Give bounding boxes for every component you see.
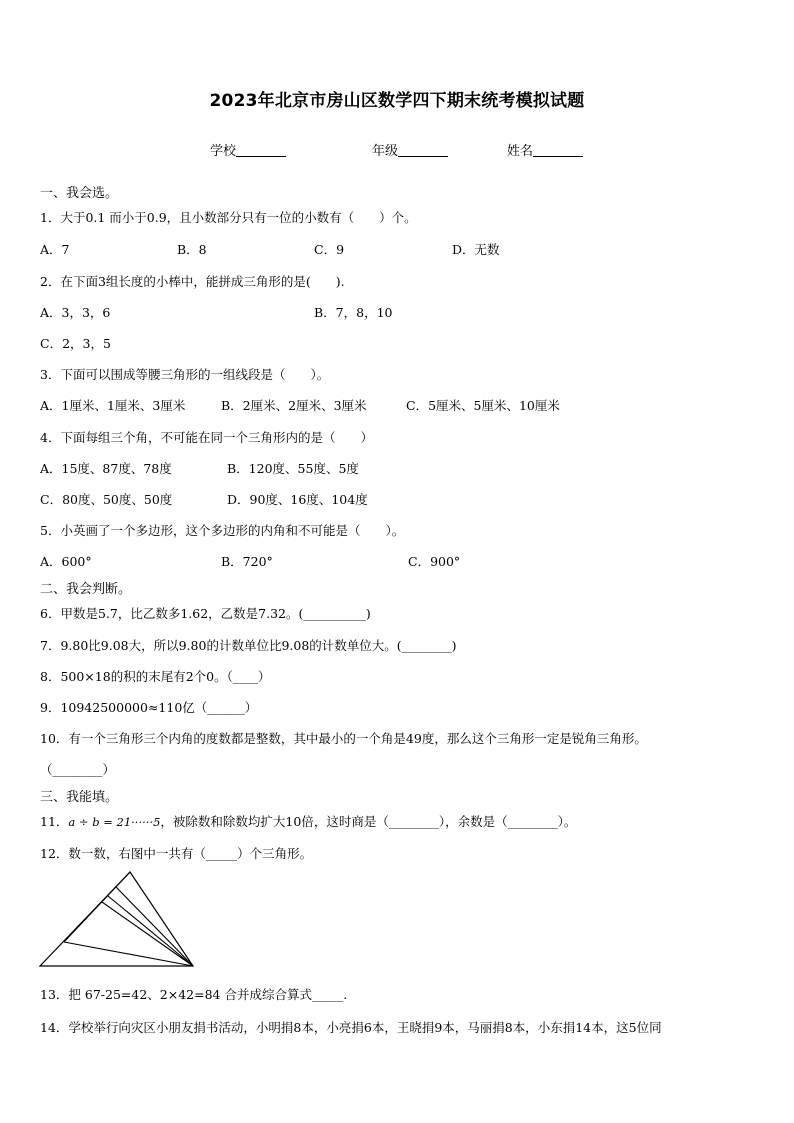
school-blank[interactable] — [236, 143, 286, 157]
q8-text: 8．500×18的积的末尾有2个0。（____） — [40, 669, 271, 684]
triangle-figure — [38, 870, 198, 970]
q1-option-c[interactable]: C．9 — [314, 242, 345, 257]
q10-text-line2: （________） — [40, 762, 116, 777]
q3-stem: 3．下面可以围成等腰三角形的一组线段是（ ）。 — [40, 367, 330, 382]
q4-stem: 4．下面每组三个角，不可能在同一个三角形内的是（ ） — [40, 430, 373, 445]
q5-option-b[interactable]: B．720° — [221, 554, 273, 569]
q2-option-a[interactable]: A．3，3，6 — [40, 305, 111, 320]
q13-text: 13．把 67-25=42、2×42=84 合并成综合算式_____. — [40, 987, 348, 1002]
section-3-heading: 三、我能填。 — [40, 790, 119, 805]
q4-option-c[interactable]: C．80度、50度、50度 — [40, 492, 173, 507]
q3-option-b[interactable]: B．2厘米、2厘米、3厘米 — [221, 398, 367, 413]
school-label: 学校 — [210, 144, 237, 159]
grade-label: 年级 — [372, 144, 399, 159]
q9-text: 9．10942500000≈110亿（______） — [40, 700, 258, 715]
q11-number: 11． — [40, 814, 69, 829]
grade-field — [372, 140, 448, 159]
q2-option-c[interactable]: C．2，3，5 — [40, 336, 111, 351]
q2-stem: 2．在下面3组长度的小棒中，能拼成三角形的是( ). — [40, 274, 345, 289]
name-label: 姓名 — [507, 144, 534, 159]
q14-text: 14．学校举行向灾区小朋友捐书活动，小明捐8本，小亮捐6本，王晓捐9本，马丽捐8本，小东捐14本，这5位同 — [40, 1020, 662, 1035]
q3-option-c[interactable]: C．5厘米、5厘米、10厘米 — [406, 398, 560, 413]
q1-stem: 1．大于0.1 而小于0.9，且小数部分只有一位的小数有（ ）个。 — [40, 210, 417, 225]
q4-option-d[interactable]: D．90度、16度、104度 — [227, 492, 368, 507]
q2-option-b[interactable]: B．7，8，10 — [314, 305, 393, 320]
q11-text — [40, 812, 576, 830]
grade-blank[interactable] — [398, 143, 448, 157]
section-1-heading: 一、我会选。 — [40, 186, 119, 201]
q11-formula: a ÷ b = 21······5 — [68, 815, 161, 829]
q4-option-b[interactable]: B．120度、55度、5度 — [227, 461, 359, 476]
page-title: 2023年北京市房山区数学四下期末统考模拟试题 — [209, 91, 585, 111]
name-field — [507, 140, 583, 159]
section-2-heading: 二、我会判断。 — [40, 582, 132, 597]
q5-stem: 5．小英画了一个多边形，这个多边形的内角和不可能是（ ）。 — [40, 523, 405, 538]
q3-option-a[interactable]: A．1厘米、1厘米、3厘米 — [40, 398, 186, 413]
q1-option-d[interactable]: D．无数 — [452, 242, 500, 257]
q5-option-c[interactable]: C．900° — [408, 554, 461, 569]
school-field — [210, 140, 286, 159]
q1-option-b[interactable]: B．8 — [177, 242, 207, 257]
q5-option-a[interactable]: A．600° — [40, 554, 92, 569]
q4-option-a[interactable]: A．15度、87度、78度 — [40, 461, 172, 476]
q10-text-line1: 10．有一个三角形三个内角的度数都是整数，其中最小的一个角是49度，那么这个三角形一定是锐角三角形。 — [40, 731, 647, 746]
q6-text: 6．甲数是5.7，比乙数多1.62，乙数是7.32。(__________) — [40, 606, 371, 621]
q12-text: 12．数一数，右图中一共有（_____）个三角形。 — [40, 846, 313, 861]
q1-option-a[interactable]: A．7 — [40, 242, 70, 257]
name-blank[interactable] — [533, 143, 583, 157]
q7-text: 7．9.80比9.08大，所以9.80的计数单位比9.08的计数单位大。(________) — [40, 638, 457, 653]
q11-rest: ，被除数和除数均扩大10倍，这时商是（________），余数是（________）。 — [160, 814, 577, 829]
